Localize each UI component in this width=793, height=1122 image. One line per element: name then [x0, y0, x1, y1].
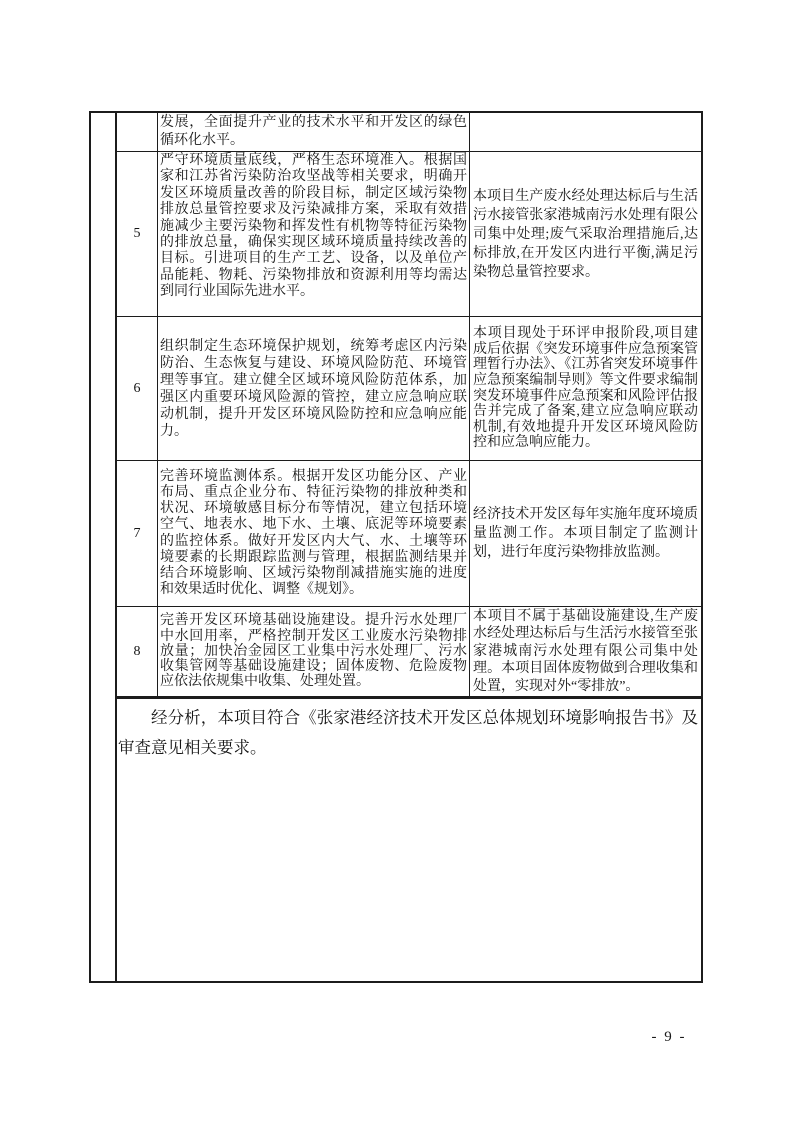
- requirement-text-cell: [158, 152, 470, 316]
- compliance-text-cell: [470, 152, 701, 316]
- compliance-text: 经济技术开发区每年实施年度环境质量监测工作。本项目制定了监测计划，进行年度污染物排放监测。: [473, 507, 698, 560]
- row-number-cell: [117, 113, 158, 151]
- table-row-7: [117, 461, 701, 607]
- compliance-text-cell: [470, 113, 701, 151]
- requirement-text: 严守环境质量底线，严格生态环境准入。根据国家和江苏省污染防治攻坚战等相关要求，明确开发区环境质量改善的阶段目标，制定区域污染物排放总量管控要求及污染减排方案，采取有效措施减少主要污染物和挥发性有机物等特征污染物的排放总量，确保实现区域环境质量持续改善的目标。引进项目的生产工艺、设备，以及单位产品能耗、物耗、污染物排放和资源利用等均需达到同行业国际先进水平。: [160, 153, 467, 300]
- requirement-text: 组织制定生态环境保护规划，统筹考虑区内污染防治、生态恢复与建设、环境风险防范、环境管理等事宜。建立健全区域环境风险防范体系，加强区内重要环境风险源的管控，建立应急响应联动机制，提升开发区环境风险防控和应急响应能力。: [160, 338, 467, 439]
- analysis-paragraph: 经分析，本项目符合《张家港经济技术开发区总体规划环境影响报告书》及审查意见相关要求。: [118, 708, 698, 757]
- compliance-text: 本项目不属于基础设施建设,生产废水经处理达标后与生活污水接管至张家港城南污水处理有限公司集中处理。本项目固体废物做到合理收集和处置，实现对外“零排放”。: [473, 608, 698, 694]
- merged-category-cell: [91, 113, 117, 981]
- requirement-text-cell: [158, 461, 470, 606]
- table-row-6: [117, 317, 701, 461]
- table-row-8: [117, 607, 701, 699]
- compliance-text-cell: [470, 317, 701, 460]
- page-number: - 9 -: [651, 1029, 687, 1045]
- table-rows-container: [117, 113, 701, 981]
- requirement-text: 发展，全面提升产业的技术水平和开发区的绿色循环化水平。: [160, 115, 467, 148]
- requirement-text: 完善开发区环境基础设施建设。提升污水处理厂中水回用率，严格控制开发区工业废水污染物排放量；加快冶金园区工业集中污水处理厂、污水收集管网等基础设施建设；固体废物、危险废物应依法依规集中收集、处理处置。: [160, 613, 467, 690]
- row-number-cell: 6: [117, 317, 158, 460]
- table-row-continuation: [117, 113, 701, 152]
- requirements-table: [89, 111, 703, 983]
- compliance-text-cell: [470, 461, 701, 606]
- compliance-text-cell: [470, 607, 701, 696]
- row-number-cell: 7: [117, 461, 158, 606]
- compliance-text: 本项目现处于环评申报阶段,项目建成后依据《突发环境事件应急预案管理暂行办法》、《江苏省突发环境事件应急预案编制导则》等文件要求编制突发环境事件应急预案和风险评估报告并完成了备案,建立应急响应联动机制,有效地提升开发区环境风险防控和应急响应能力。: [473, 326, 698, 451]
- requirement-text-cell: [158, 317, 470, 460]
- requirement-text: 完善环境监测体系。根据开发区功能分区、产业布局、重点企业分布、特征污染物的排放种类和状况、环境敏感目标分布等情况，建立包括环境空气、地表水、地下水、土壤、底泥等环境要素的监控体系。做好开发区内大气、水、土壤等环境要素的长期跟踪监测与管理，根据监测结果并结合环境影响、区域污染物削减措施实施的进度和效果适时优化、调整《规划》。: [160, 468, 467, 598]
- requirement-text-cell: [158, 113, 470, 151]
- analysis-conclusion-cell: [117, 699, 701, 981]
- table-row-5: [117, 152, 701, 317]
- compliance-text: 本项目生产废水经处理达标后与生活污水接管张家港城南污水处理有限公司集中处理;废气采取治理措施后,达标排放,在开发区内进行平衡,满足污染物总量管控要求。: [473, 188, 698, 280]
- requirement-text-cell: [158, 607, 470, 696]
- row-number-cell: 8: [117, 607, 158, 696]
- row-number-cell: 5: [117, 152, 158, 316]
